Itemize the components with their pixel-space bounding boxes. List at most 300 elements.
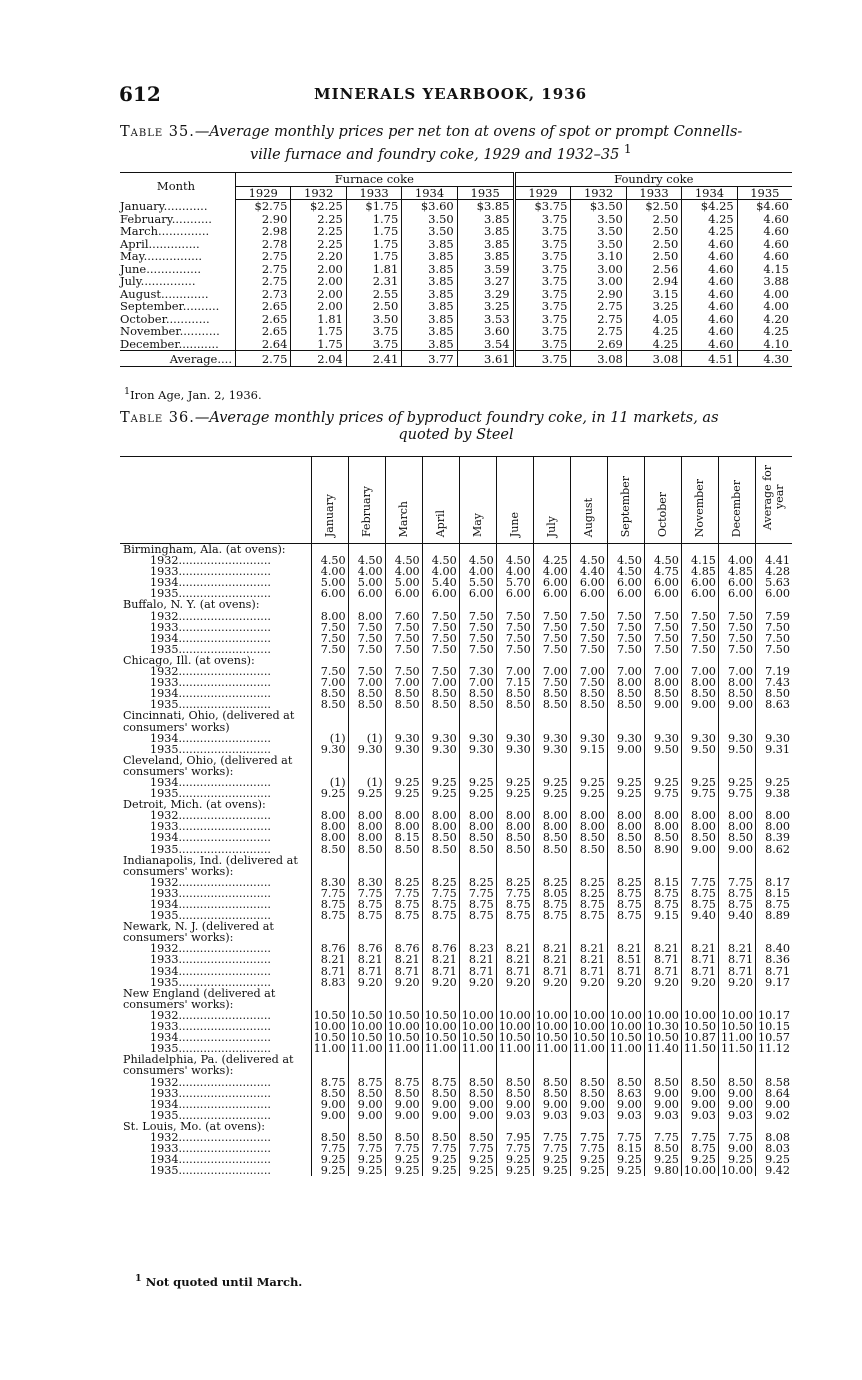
price-cell: 9.25 xyxy=(681,777,718,788)
price-cell: 6.00 xyxy=(385,588,422,599)
empty-cell xyxy=(385,710,422,732)
price-cell: 8.25 xyxy=(422,877,459,888)
price-cell: 8.03 xyxy=(755,1143,792,1154)
price-cell: 4.25 xyxy=(626,325,681,338)
price-cell: 9.00 xyxy=(496,1099,533,1110)
column-header-label: March xyxy=(396,500,410,537)
price-cell: 7.50 xyxy=(570,611,607,622)
price-cell: 10.50 xyxy=(570,1032,607,1043)
empty-cell xyxy=(422,855,459,877)
price-cell: 8.00 xyxy=(681,821,718,832)
price-cell: 8.40 xyxy=(755,943,792,954)
price-cell: 10.00 xyxy=(718,1165,755,1176)
table-36-footnote xyxy=(135,1273,302,1289)
price-cell: 7.50 xyxy=(459,622,496,633)
empty-cell xyxy=(607,988,644,1010)
price-cell: 3.50 xyxy=(571,213,626,226)
price-cell: 7.50 xyxy=(422,633,459,644)
price-cell: 8.76 xyxy=(311,943,348,954)
year-label: 1932.......................... xyxy=(150,609,271,623)
price-cell: 7.50 xyxy=(496,622,533,633)
price-cell: 8.50 xyxy=(348,699,385,710)
empty-cell xyxy=(422,755,459,777)
month-label: January............ xyxy=(120,198,208,213)
price-cell: 2.25 xyxy=(291,238,346,251)
price-cell: 9.03 xyxy=(644,1110,681,1121)
table-row xyxy=(120,263,792,276)
year-label: 1933.......................... xyxy=(150,820,271,834)
price-cell: 6.00 xyxy=(644,588,681,599)
price-cell: 8.50 xyxy=(533,688,570,699)
year-label: 1935.......................... xyxy=(150,1164,271,1178)
empty-cell xyxy=(644,988,681,1010)
price-cell: 3.50 xyxy=(402,213,457,226)
table-row xyxy=(120,313,792,326)
price-cell: 8.50 xyxy=(311,844,348,855)
market-name: Indianapolis, Ind. (delivered at consumers' works): xyxy=(123,853,298,878)
price-cell: 8.50 xyxy=(459,688,496,699)
empty-cell xyxy=(348,755,385,777)
price-cell: 9.20 xyxy=(496,977,533,988)
market-group-row xyxy=(120,599,792,610)
price-cell: 6.00 xyxy=(681,577,718,588)
table-35-title-line1: —Average monthly prices per net ton at ovens of spot or prompt Connells- xyxy=(194,124,743,140)
price-cell: 9.02 xyxy=(755,1110,792,1121)
price-cell: 8.71 xyxy=(570,966,607,977)
price-cell: 5.40 xyxy=(422,577,459,588)
empty-cell xyxy=(718,710,755,732)
table-row xyxy=(120,238,792,251)
year-label: 1933.......................... xyxy=(150,886,271,900)
price-cell: 7.75 xyxy=(496,888,533,899)
empty-cell xyxy=(607,855,644,877)
price-cell: 8.00 xyxy=(422,821,459,832)
price-cell: 10.00 xyxy=(348,1021,385,1032)
price-cell: 4.15 xyxy=(681,555,718,566)
price-cell: 7.50 xyxy=(681,611,718,622)
price-cell: 8.50 xyxy=(459,699,496,710)
year-label: 1934.......................... xyxy=(150,731,271,745)
price-cell: 3.85 xyxy=(457,250,514,263)
year-label: 1934.......................... xyxy=(150,1153,271,1167)
price-cell: 7.50 xyxy=(607,611,644,622)
price-cell: 3.75 xyxy=(514,325,571,338)
foundry-coke-header: Foundry coke xyxy=(514,173,792,187)
empty-cell xyxy=(311,1054,348,1076)
price-cell: 10.50 xyxy=(385,1032,422,1043)
column-header-label: May xyxy=(470,512,484,537)
price-cell: 8.00 xyxy=(348,810,385,821)
year-label: 1933.......................... xyxy=(150,1086,271,1100)
price-cell: 1.75 xyxy=(346,213,401,226)
price-cell: 6.00 xyxy=(533,577,570,588)
price-cell: 4.25 xyxy=(737,325,792,338)
price-cell: 7.00 xyxy=(496,666,533,677)
price-cell: 8.00 xyxy=(607,810,644,821)
year-header: 1935 xyxy=(737,186,792,200)
price-cell: 7.30 xyxy=(459,666,496,677)
price-cell: 9.30 xyxy=(496,744,533,755)
column-header-label: August xyxy=(581,497,595,537)
price-cell: 10.57 xyxy=(755,1032,792,1043)
price-cell: 3.75 xyxy=(514,250,571,263)
empty-cell xyxy=(681,710,718,732)
price-cell: 5.00 xyxy=(311,577,348,588)
price-cell: 8.51 xyxy=(607,954,644,965)
price-cell: 11.00 xyxy=(570,1043,607,1054)
column-header xyxy=(644,457,681,544)
empty-cell xyxy=(348,988,385,1010)
price-cell: 8.75 xyxy=(459,899,496,910)
table-row xyxy=(120,213,792,226)
price-cell: 8.15 xyxy=(755,888,792,899)
price-cell: 6.00 xyxy=(311,588,348,599)
price-cell: 8.39 xyxy=(755,832,792,843)
price-cell: 4.85 xyxy=(681,566,718,577)
price-cell: 8.00 xyxy=(385,821,422,832)
price-cell: 9.25 xyxy=(311,1165,348,1176)
price-cell: 9.25 xyxy=(718,777,755,788)
price-cell: 11.00 xyxy=(311,1043,348,1054)
price-cell: 6.00 xyxy=(422,588,459,599)
price-cell: 2.75 xyxy=(236,263,291,276)
price-cell: 8.75 xyxy=(422,899,459,910)
price-cell: 4.75 xyxy=(644,566,681,577)
empty-cell xyxy=(496,1054,533,1076)
table-row xyxy=(120,300,792,313)
table-row xyxy=(120,338,792,351)
price-cell: 4.41 xyxy=(755,555,792,566)
year-label: 1933.......................... xyxy=(150,1020,271,1034)
table-row xyxy=(120,288,792,301)
price-cell: 8.50 xyxy=(496,688,533,699)
empty-cell xyxy=(533,710,570,732)
price-cell: 3.50 xyxy=(571,238,626,251)
empty-cell xyxy=(459,988,496,1010)
price-cell: 9.00 xyxy=(681,1088,718,1099)
price-cell: 9.30 xyxy=(385,733,422,744)
price-cell: 2.00 xyxy=(291,263,346,276)
price-cell: 9.03 xyxy=(496,1110,533,1121)
price-cell: 7.50 xyxy=(422,666,459,677)
price-cell: 9.25 xyxy=(496,788,533,799)
price-cell: 8.50 xyxy=(570,844,607,855)
price-cell: 10.00 xyxy=(533,1010,570,1021)
price-cell: 4.25 xyxy=(682,213,737,226)
column-header-label: December xyxy=(729,479,743,537)
price-cell: 8.50 xyxy=(533,832,570,843)
price-cell: 9.20 xyxy=(718,977,755,988)
empty-cell xyxy=(681,599,718,610)
empty-cell xyxy=(718,1054,755,1076)
price-cell: 8.25 xyxy=(496,877,533,888)
price-cell: 7.75 xyxy=(459,888,496,899)
price-cell: 10.17 xyxy=(755,1010,792,1021)
price-cell: 4.25 xyxy=(626,338,681,351)
price-cell: 9.25 xyxy=(385,1165,422,1176)
price-cell: 4.15 xyxy=(737,263,792,276)
price-cell: 9.25 xyxy=(496,777,533,788)
price-cell: 6.00 xyxy=(681,588,718,599)
price-cell: 8.21 xyxy=(607,943,644,954)
empty-cell xyxy=(718,988,755,1010)
price-cell: 4.00 xyxy=(737,300,792,313)
empty-cell xyxy=(459,1054,496,1076)
price-cell: 4.50 xyxy=(385,555,422,566)
price-cell: 10.00 xyxy=(459,1010,496,1021)
column-header-label: January xyxy=(322,493,336,537)
price-cell: 3.75 xyxy=(514,238,571,251)
price-cell: 8.00 xyxy=(459,810,496,821)
price-cell: 7.15 xyxy=(496,677,533,688)
price-cell: 9.30 xyxy=(533,733,570,744)
price-cell: 1.75 xyxy=(291,325,346,338)
price-cell: 2.00 xyxy=(291,275,346,288)
empty-cell xyxy=(385,855,422,877)
price-cell: 10.50 xyxy=(607,1032,644,1043)
price-cell: (1) xyxy=(348,733,385,744)
price-cell: 6.00 xyxy=(570,588,607,599)
price-cell: 8.21 xyxy=(496,954,533,965)
price-cell: 8.00 xyxy=(755,810,792,821)
column-header xyxy=(422,457,459,544)
empty-cell xyxy=(607,921,644,943)
price-cell: 3.85 xyxy=(402,238,457,251)
price-cell: 8.75 xyxy=(681,899,718,910)
price-cell: 8.50 xyxy=(348,1088,385,1099)
price-cell: $3.85 xyxy=(457,200,514,213)
year-label: 1934.......................... xyxy=(150,576,271,590)
price-cell: 8.25 xyxy=(533,877,570,888)
price-cell: 3.50 xyxy=(346,313,401,326)
empty-cell xyxy=(644,710,681,732)
price-cell: 9.15 xyxy=(570,744,607,755)
price-cell: 8.75 xyxy=(681,888,718,899)
empty-cell xyxy=(496,755,533,777)
price-cell: 8.58 xyxy=(755,1077,792,1088)
price-cell: 9.25 xyxy=(533,1165,570,1176)
year-label: 1934.......................... xyxy=(150,775,271,789)
price-cell: 7.50 xyxy=(644,644,681,655)
price-cell: 9.00 xyxy=(681,844,718,855)
price-cell: 10.00 xyxy=(496,1010,533,1021)
price-cell: 8.75 xyxy=(348,1077,385,1088)
table-35-caption xyxy=(120,124,792,164)
price-cell: 9.25 xyxy=(348,1165,385,1176)
price-cell: 1.75 xyxy=(346,238,401,251)
empty-cell xyxy=(681,855,718,877)
month-label: June............... xyxy=(120,261,202,276)
price-cell: 7.50 xyxy=(496,633,533,644)
price-cell: 7.00 xyxy=(348,677,385,688)
price-cell: 7.75 xyxy=(718,1132,755,1143)
empty-cell xyxy=(681,988,718,1010)
price-cell: 4.60 xyxy=(682,288,737,301)
price-cell: $2.75 xyxy=(236,200,291,213)
price-cell: $1.75 xyxy=(346,200,401,213)
price-cell: 8.50 xyxy=(459,1077,496,1088)
price-cell: 9.25 xyxy=(755,1154,792,1165)
price-cell: 5.50 xyxy=(459,577,496,588)
price-cell: 8.64 xyxy=(755,1088,792,1099)
price-cell: 3.53 xyxy=(457,313,514,326)
price-cell: 9.20 xyxy=(644,977,681,988)
year-label: 1932.......................... xyxy=(150,1008,271,1022)
price-cell: 3.60 xyxy=(457,325,514,338)
year-label: 1935.......................... xyxy=(150,587,271,601)
price-cell: 8.05 xyxy=(533,888,570,899)
price-cell: 10.00 xyxy=(570,1010,607,1021)
price-cell: 8.75 xyxy=(311,910,348,921)
price-cell: 8.00 xyxy=(718,677,755,688)
price-cell: 1.81 xyxy=(346,263,401,276)
price-cell: 8.50 xyxy=(422,1132,459,1143)
price-cell: 11.00 xyxy=(385,1043,422,1054)
price-cell: 5.00 xyxy=(348,577,385,588)
empty-cell xyxy=(422,988,459,1010)
empty-cell xyxy=(459,921,496,943)
price-cell: 7.50 xyxy=(459,611,496,622)
price-cell: 8.50 xyxy=(607,1077,644,1088)
price-cell: 8.00 xyxy=(385,810,422,821)
price-cell: 8.75 xyxy=(422,910,459,921)
price-cell: 8.75 xyxy=(385,899,422,910)
price-cell: 8.75 xyxy=(311,1077,348,1088)
table-row xyxy=(120,275,792,288)
price-cell: 9.25 xyxy=(385,777,422,788)
price-cell: 9.30 xyxy=(459,744,496,755)
price-cell: 9.50 xyxy=(681,744,718,755)
empty-cell xyxy=(718,599,755,610)
year-label: 1933.......................... xyxy=(150,565,271,579)
price-cell: 3.75 xyxy=(514,275,571,288)
month-label: May................ xyxy=(120,249,203,263)
column-header-label: July xyxy=(544,515,558,537)
empty-cell xyxy=(533,755,570,777)
price-cell: 6.00 xyxy=(459,588,496,599)
price-cell: 2.00 xyxy=(291,300,346,313)
empty-cell xyxy=(644,855,681,877)
price-cell: 2.78 xyxy=(236,238,291,251)
price-cell: 7.50 xyxy=(570,622,607,633)
column-header xyxy=(607,457,644,544)
price-cell: 3.50 xyxy=(571,225,626,238)
empty-cell xyxy=(459,599,496,610)
price-cell: 9.03 xyxy=(718,1110,755,1121)
price-cell: 4.00 xyxy=(459,566,496,577)
price-cell: 10.00 xyxy=(681,1165,718,1176)
price-cell: 8.76 xyxy=(385,943,422,954)
price-cell: 3.10 xyxy=(571,250,626,263)
price-cell: 8.21 xyxy=(533,943,570,954)
price-cell: 9.75 xyxy=(681,788,718,799)
empty-cell xyxy=(496,855,533,877)
year-label: 1935.......................... xyxy=(150,1108,271,1122)
price-cell: 8.50 xyxy=(681,832,718,843)
empty-cell xyxy=(459,755,496,777)
price-cell: 3.15 xyxy=(626,288,681,301)
price-cell: 8.00 xyxy=(607,677,644,688)
price-cell: 9.00 xyxy=(681,1099,718,1110)
empty-cell xyxy=(755,921,792,943)
price-cell: 8.50 xyxy=(644,1143,681,1154)
price-cell: 10.50 xyxy=(718,1021,755,1032)
furnace-coke-header: Furnace coke xyxy=(236,173,515,187)
price-cell: 9.25 xyxy=(496,1154,533,1165)
price-cell: (1) xyxy=(348,777,385,788)
price-cell: 3.75 xyxy=(346,338,401,351)
price-cell: 1.75 xyxy=(291,338,346,351)
price-cell: 9.00 xyxy=(755,1099,792,1110)
price-cell: 2.56 xyxy=(626,263,681,276)
price-cell: 3.50 xyxy=(402,225,457,238)
price-cell: 8.00 xyxy=(348,821,385,832)
month-label: July............... xyxy=(120,274,196,288)
price-cell: 8.00 xyxy=(718,821,755,832)
price-cell: 9.40 xyxy=(718,910,755,921)
price-cell: 8.71 xyxy=(755,966,792,977)
price-cell: 2.25 xyxy=(291,213,346,226)
empty-cell xyxy=(533,988,570,1010)
price-cell: 3.75 xyxy=(514,225,571,238)
price-cell: 9.00 xyxy=(459,1110,496,1121)
price-cell: 9.00 xyxy=(422,1099,459,1110)
column-header-label: November xyxy=(692,478,706,537)
price-cell: 8.50 xyxy=(570,832,607,843)
price-cell: 2.75 xyxy=(571,300,626,313)
price-cell: 7.75 xyxy=(422,888,459,899)
price-cell: 9.25 xyxy=(422,788,459,799)
price-cell: 8.00 xyxy=(348,611,385,622)
price-cell: 8.63 xyxy=(607,1088,644,1099)
price-cell: 8.50 xyxy=(496,832,533,843)
column-header xyxy=(348,457,385,544)
empty-cell xyxy=(459,710,496,732)
price-cell: 8.50 xyxy=(348,688,385,699)
column-header-label: September xyxy=(618,475,632,537)
price-cell: 8.50 xyxy=(311,1132,348,1143)
price-cell: 10.50 xyxy=(385,1010,422,1021)
price-cell: 4.00 xyxy=(422,566,459,577)
market-group-row xyxy=(120,921,792,943)
price-cell: 9.00 xyxy=(607,744,644,755)
price-cell: 8.50 xyxy=(570,688,607,699)
empty-cell xyxy=(385,599,422,610)
price-cell: 7.50 xyxy=(533,677,570,688)
empty-cell xyxy=(422,921,459,943)
price-cell: 7.75 xyxy=(459,1143,496,1154)
price-cell: 9.25 xyxy=(607,1165,644,1176)
price-cell: 9.20 xyxy=(533,977,570,988)
table-row xyxy=(120,1165,792,1176)
empty-cell xyxy=(570,1054,607,1076)
price-cell: 4.20 xyxy=(737,313,792,326)
price-cell: 3.85 xyxy=(402,288,457,301)
price-cell: 7.50 xyxy=(755,633,792,644)
price-cell: 7.50 xyxy=(385,633,422,644)
price-cell: 6.00 xyxy=(607,577,644,588)
price-cell: 3.27 xyxy=(457,275,514,288)
price-cell: 6.00 xyxy=(755,588,792,599)
price-cell: 10.50 xyxy=(681,1021,718,1032)
price-cell: 3.85 xyxy=(402,263,457,276)
price-cell: 7.43 xyxy=(755,677,792,688)
price-cell: 9.25 xyxy=(607,788,644,799)
empty-cell xyxy=(570,755,607,777)
year-header: 1932 xyxy=(571,186,626,200)
empty-cell xyxy=(496,921,533,943)
year-header: 1933 xyxy=(626,186,681,200)
